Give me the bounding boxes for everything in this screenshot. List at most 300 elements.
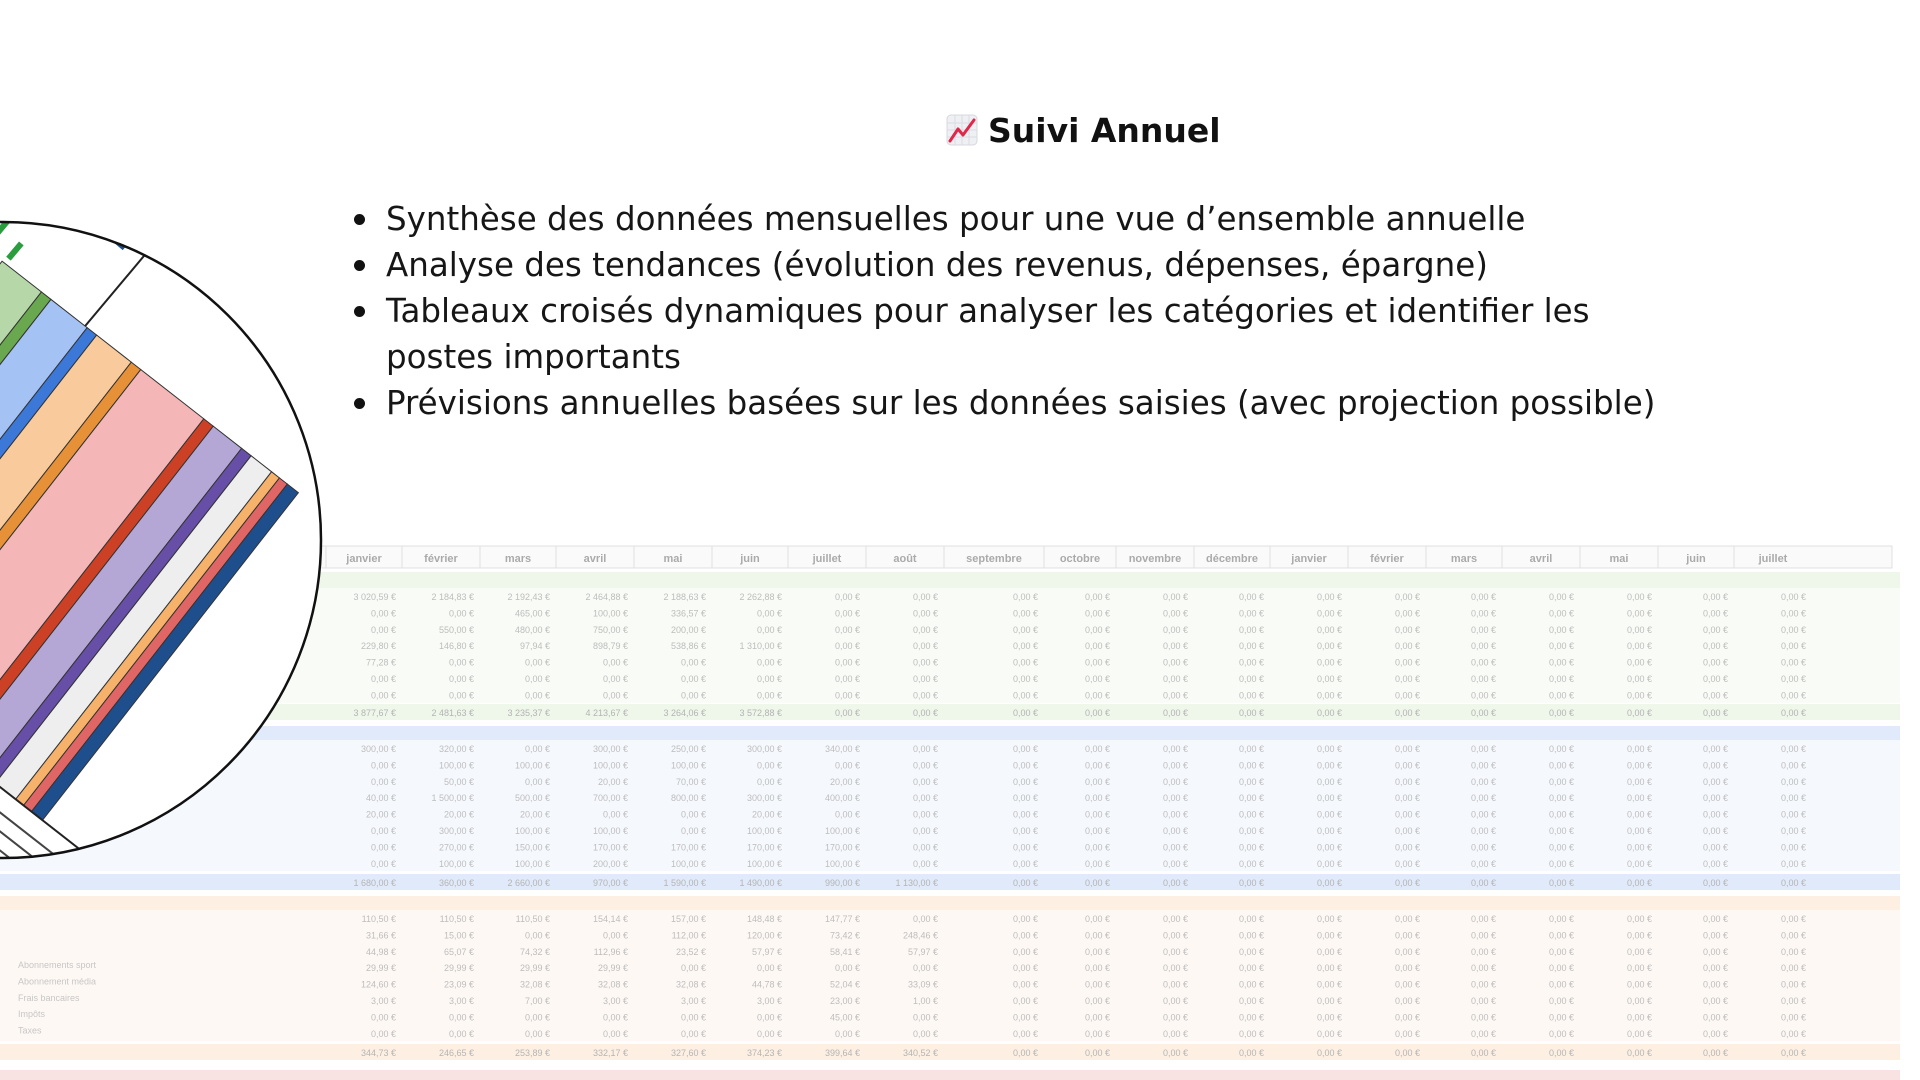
sheet-cell: 0,00 € <box>756 760 782 771</box>
sheet-cell: 0,00 € <box>1084 858 1110 869</box>
sheet-cell: 0,00 € <box>1470 776 1496 787</box>
sheet-cell: 320,00 € <box>438 744 474 754</box>
sheet-cell: 32,08 € <box>597 979 628 990</box>
sheet-cell: 0,00 € <box>1780 690 1806 701</box>
sheet-total-cell: 0,00 € <box>1238 878 1264 888</box>
sheet-cell: 100,00 € <box>824 858 860 869</box>
sheet-cell: 0,00 € <box>1238 624 1264 635</box>
sheet-total-cell: 0,00 € <box>1548 708 1574 718</box>
sheet-cell: 0,00 € <box>1470 641 1496 652</box>
sheet-cell: 110,50 € <box>361 914 396 924</box>
sheet-cell: 0,00 € <box>1702 930 1728 941</box>
sheet-month-header: novembre <box>1128 553 1182 565</box>
sheet-cell: 0,00 € <box>1626 979 1652 990</box>
sheet-total-cell: 0,00 € <box>1626 878 1652 888</box>
sheet-cell: 0,00 € <box>1238 690 1264 701</box>
sheet-cell: 100,00 € <box>438 858 474 869</box>
sheet-cell: 0,00 € <box>1702 608 1728 619</box>
sheet-total-cell: 360,00 € <box>438 878 474 888</box>
sheet-cell: 0,00 € <box>912 657 938 668</box>
sheet-cell: 0,00 € <box>1316 809 1342 820</box>
sheet-month-header: juillet <box>1758 553 1788 565</box>
sheet-total-cell: 0,00 € <box>1162 878 1188 888</box>
sheet-cell: 0,00 € <box>756 776 782 787</box>
sheet-cell: 0,00 € <box>1394 826 1420 836</box>
sheet-cell: 32,08 € <box>519 979 550 990</box>
sheet-cell: 0,00 € <box>1316 842 1342 853</box>
sheet-cell: 0,00 € <box>1084 760 1110 771</box>
sheet-cell: 0,00 € <box>1012 624 1038 635</box>
sheet-cell: 0,00 € <box>1470 930 1496 941</box>
sheet-cell: 0,00 € <box>1702 624 1728 635</box>
sheet-month-header: mars <box>504 553 532 565</box>
sheet-cell: 73,42 € <box>829 930 860 941</box>
sheet-cell: 0,00 € <box>680 809 706 820</box>
sheet-cell: 0,00 € <box>1702 744 1728 754</box>
sheet-total-cell: 0,00 € <box>1238 708 1264 718</box>
sheet-cell: 0,00 € <box>1548 809 1574 820</box>
sheet-cell: 0,00 € <box>448 690 474 701</box>
sheet-cell: 1 500,00 € <box>431 793 474 804</box>
sheet-cell: 0,00 € <box>1084 592 1110 602</box>
sheet-cell: 0,00 € <box>1394 946 1420 957</box>
sheet-cell: 3,00 € <box>370 996 396 1006</box>
sheet-cell: 250,00 € <box>670 744 706 754</box>
sheet-total-cell: 0,00 € <box>1470 878 1496 888</box>
sheet-cell: 0,00 € <box>1012 641 1038 652</box>
sheet-cell: 0,00 € <box>1470 760 1496 771</box>
sheet-month-header: octobre <box>1059 553 1101 565</box>
spreadsheet-preview <box>18 536 1892 1080</box>
sheet-cell: 0,00 € <box>1238 826 1264 836</box>
sheet-cell: 0,00 € <box>1394 842 1420 853</box>
sheet-cell: 0,00 € <box>1548 641 1574 652</box>
sheet-cell: 0,00 € <box>1394 674 1420 684</box>
sheet-cell: 33,09 € <box>907 979 938 990</box>
sheet-cell: 0,00 € <box>1084 624 1110 635</box>
sheet-cell: 0,00 € <box>1012 826 1038 836</box>
sheet-cell: 0,00 € <box>1238 946 1264 957</box>
sheet-cell: 74,32 € <box>519 946 550 957</box>
sheet-cell: 0,00 € <box>1702 809 1728 820</box>
sheet-cell: 0,00 € <box>370 776 396 787</box>
sheet-month-header: février <box>1370 553 1404 565</box>
sheet-cell: 0,00 € <box>1162 793 1188 804</box>
sheet-cell: 0,00 € <box>834 624 860 635</box>
sheet-cell: 898,79 € <box>592 641 628 652</box>
sheet-cell: 0,00 € <box>1162 760 1188 771</box>
sheet-cell: 0,00 € <box>1548 1012 1574 1023</box>
sheet-cell: 3,00 € <box>680 996 706 1006</box>
sheet-cell: 0,00 € <box>1012 996 1038 1006</box>
sheet-total-cell: 0,00 € <box>1394 1048 1420 1058</box>
sheet-cell: 110,50 € <box>439 914 474 924</box>
sheet-total-cell: 344,73 € <box>360 1048 396 1058</box>
sheet-cell: 0,00 € <box>1626 842 1652 853</box>
sheet-cell: 300,00 € <box>438 826 474 836</box>
sheet-cell: 0,00 € <box>524 690 550 701</box>
sheet-cell: 248,46 € <box>902 930 938 941</box>
sheet-cell: 0,00 € <box>1012 674 1038 684</box>
sheet-cell: 0,00 € <box>1162 842 1188 853</box>
sheet-cell: 0,00 € <box>1702 690 1728 701</box>
sheet-cell: 0,00 € <box>1702 592 1728 602</box>
sheet-cell: 0,00 € <box>1162 979 1188 990</box>
sheet-cell: 0,00 € <box>834 608 860 619</box>
sheet-cell: 0,00 € <box>1780 744 1806 754</box>
sheet-cell: 0,00 € <box>1084 1028 1110 1039</box>
sheet-cell: 0,00 € <box>1470 624 1496 635</box>
sheet-cell: 0,00 € <box>1702 776 1728 787</box>
sheet-cell: 0,00 € <box>1702 674 1728 684</box>
sheet-cell: 0,00 € <box>1548 858 1574 869</box>
sheet-cell: 0,00 € <box>912 842 938 853</box>
sheet-cell: 0,00 € <box>448 608 474 619</box>
sheet-cell: 500,00 € <box>514 793 550 804</box>
sheet-total-cell: 0,00 € <box>1470 708 1496 718</box>
sheet-cell: 0,00 € <box>370 1012 396 1023</box>
sheet-cell: 0,00 € <box>1394 1028 1420 1039</box>
sheet-cell: 0,00 € <box>1780 946 1806 957</box>
sheet-cell: 0,00 € <box>524 930 550 941</box>
sheet-cell: 0,00 € <box>1238 744 1264 754</box>
sheet-cell: 0,00 € <box>1238 776 1264 787</box>
sheet-total-cell: 990,00 € <box>824 878 860 888</box>
sheet-cell: 170,00 € <box>670 842 706 853</box>
sheet-cell: 0,00 € <box>1470 996 1496 1006</box>
sheet-cell: 0,00 € <box>1394 690 1420 701</box>
sheet-cell: 0,00 € <box>1012 1012 1038 1023</box>
sheet-total-cell: 0,00 € <box>1702 708 1728 718</box>
sheet-cell: 147,77 € <box>824 914 860 924</box>
sheet-cell: 150,00 € <box>514 842 550 853</box>
sheet-cell: 0,00 € <box>370 1028 396 1039</box>
sheet-cell: 0,00 € <box>448 674 474 684</box>
sheet-cell: 0,00 € <box>1238 641 1264 652</box>
slide-title-text: Suivi Annuel <box>988 110 1221 150</box>
sheet-total-cell: 0,00 € <box>1470 1048 1496 1058</box>
sheet-cell: 0,00 € <box>1316 996 1342 1006</box>
sheet-cell: 0,00 € <box>1084 1012 1110 1023</box>
sheet-cell: 0,00 € <box>524 1012 550 1023</box>
sheet-cell: 100,00 € <box>514 826 550 836</box>
sheet-cell: 0,00 € <box>1394 930 1420 941</box>
sheet-cell: 0,00 € <box>1162 744 1188 754</box>
sheet-cell: 20,00 € <box>443 809 474 820</box>
sheet-cell: 0,00 € <box>1394 592 1420 602</box>
sheet-cell: 0,00 € <box>834 809 860 820</box>
sheet-cell: 0,00 € <box>602 809 628 820</box>
sheet-cell: 0,00 € <box>756 657 782 668</box>
sheet-cell: 0,00 € <box>680 1028 706 1039</box>
sheet-cell: 0,00 € <box>1084 641 1110 652</box>
sheet-cell: 0,00 € <box>1548 842 1574 853</box>
sheet-cell: 170,00 € <box>746 842 782 853</box>
sheet-total-cell: 0,00 € <box>1626 708 1652 718</box>
sheet-cell: 0,00 € <box>1238 809 1264 820</box>
sheet-cell: 0,00 € <box>1548 979 1574 990</box>
sheet-month-header: juin <box>1686 553 1706 565</box>
sheet-cell: 0,00 € <box>912 674 938 684</box>
sheet-cell: 31,66 € <box>365 930 396 941</box>
sheet-cell: 0,00 € <box>912 760 938 771</box>
sheet-cell: 0,00 € <box>370 624 396 635</box>
sheet-cell: 0,00 € <box>1470 914 1496 924</box>
feature-list <box>352 196 1692 426</box>
sheet-cell: 700,00 € <box>592 793 628 804</box>
sheet-cell: 0,00 € <box>756 624 782 635</box>
sheet-cell: 0,00 € <box>756 608 782 619</box>
sheet-cell: 300,00 € <box>746 793 782 804</box>
sheet-cell: 0,00 € <box>1394 979 1420 990</box>
sheet-cell: 0,00 € <box>912 1012 938 1023</box>
sheet-cell: 0,00 € <box>1780 793 1806 804</box>
sheet-cell: 0,00 € <box>1780 809 1806 820</box>
sheet-cell: 0,00 € <box>834 963 860 974</box>
sheet-row-label: Frais bancaires <box>18 992 80 1003</box>
sheet-cell: 0,00 € <box>1470 963 1496 974</box>
sheet-total-cell: 1 490,00 € <box>739 878 782 888</box>
sheet-cell: 58,41 € <box>829 946 860 957</box>
sheet-cell: 0,00 € <box>602 930 628 941</box>
sheet-cell: 0,00 € <box>1316 674 1342 684</box>
sheet-cell: 20,00 € <box>751 809 782 820</box>
sheet-cell: 0,00 € <box>370 858 396 869</box>
sheet-cell: 0,00 € <box>1702 914 1728 924</box>
sheet-cell: 0,00 € <box>1780 641 1806 652</box>
sheet-cell: 0,00 € <box>1548 690 1574 701</box>
sheet-cell: 0,00 € <box>1012 690 1038 701</box>
sheet-cell: 0,00 € <box>1012 963 1038 974</box>
sheet-cell: 0,00 € <box>1548 657 1574 668</box>
sheet-cell: 0,00 € <box>1702 657 1728 668</box>
sheet-cell: 0,00 € <box>1162 776 1188 787</box>
sheet-cell: 3,00 € <box>602 996 628 1006</box>
sheet-cell: 0,00 € <box>1626 592 1652 602</box>
sheet-cell: 3,00 € <box>756 996 782 1006</box>
sheet-cell: 100,00 € <box>592 760 628 771</box>
sheet-cell: 44,78 € <box>751 979 782 990</box>
sheet-cell: 0,00 € <box>680 690 706 701</box>
sheet-cell: 100,00 € <box>592 608 628 619</box>
sheet-cell: 7,00 € <box>524 996 550 1006</box>
sheet-cell: 0,00 € <box>1238 858 1264 869</box>
sheet-cell: 0,00 € <box>1702 979 1728 990</box>
sheet-cell: 0,00 € <box>1316 826 1342 836</box>
sheet-cell: 0,00 € <box>1084 809 1110 820</box>
sheet-cell: 0,00 € <box>1238 608 1264 619</box>
sheet-total-cell: 0,00 € <box>834 708 860 718</box>
sheet-cell: 0,00 € <box>1238 914 1264 924</box>
sheet-cell: 0,00 € <box>1394 809 1420 820</box>
sheet-total-cell: 0,00 € <box>912 708 938 718</box>
sheet-cell: 157,00 € <box>670 914 706 924</box>
sheet-cell: 0,00 € <box>912 624 938 635</box>
sheet-cell: 0,00 € <box>1316 592 1342 602</box>
sheet-cell: 0,00 € <box>1316 930 1342 941</box>
sheet-cell: 0,00 € <box>1316 1028 1342 1039</box>
sheet-cell: 0,00 € <box>602 674 628 684</box>
sheet-cell: 0,00 € <box>912 963 938 974</box>
sheet-cell: 170,00 € <box>824 842 860 853</box>
sheet-cell: 0,00 € <box>912 690 938 701</box>
sheet-cell: 0,00 € <box>1702 996 1728 1006</box>
sheet-cell: 0,00 € <box>1162 946 1188 957</box>
sheet-cell: 0,00 € <box>524 1028 550 1039</box>
sheet-cell: 0,00 € <box>1012 793 1038 804</box>
sheet-cell: 0,00 € <box>1162 858 1188 869</box>
sheet-cell: 20,00 € <box>365 809 396 820</box>
sheet-cell: 0,00 € <box>1084 842 1110 853</box>
sheet-cell: 270,00 € <box>438 842 474 853</box>
sheet-total-cell: 374,23 € <box>746 1048 782 1058</box>
sheet-cell: 0,00 € <box>1084 690 1110 701</box>
sheet-cell: 0,00 € <box>1780 842 1806 853</box>
sheet-cell: 0,00 € <box>1316 946 1342 957</box>
sheet-month-header: avril <box>583 553 607 565</box>
sheet-cell: 0,00 € <box>1702 1028 1728 1039</box>
sheet-cell: 0,00 € <box>1394 858 1420 869</box>
sheet-total-cell: 253,89 € <box>514 1048 550 1058</box>
sheet-cell: 0,00 € <box>1548 1028 1574 1039</box>
sheet-cell: 0,00 € <box>1012 760 1038 771</box>
sheet-cell: 480,00 € <box>514 624 550 635</box>
sheet-cell: 0,00 € <box>448 657 474 668</box>
sheet-cell: 23,00 € <box>829 996 860 1006</box>
sheet-cell: 300,00 € <box>592 744 628 754</box>
sheet-cell: 0,00 € <box>1162 674 1188 684</box>
sheet-cell: 300,00 € <box>746 744 782 754</box>
sheet-cell: 0,00 € <box>1780 930 1806 941</box>
sheet-cell: 110,50 € <box>515 914 550 924</box>
sheet-cell: 0,00 € <box>1162 809 1188 820</box>
sheet-cell: 200,00 € <box>592 858 628 869</box>
sheet-cell: 0,00 € <box>1238 793 1264 804</box>
sheet-cell: 100,00 € <box>670 858 706 869</box>
sheet-cell: 0,00 € <box>834 690 860 701</box>
sheet-cell: 0,00 € <box>1702 858 1728 869</box>
sheet-total-cell: 1 130,00 € <box>895 878 938 888</box>
sheet-cell: 120,00 € <box>746 930 782 941</box>
sheet-cell: 0,00 € <box>1084 657 1110 668</box>
sheet-cell: 0,00 € <box>1316 776 1342 787</box>
sheet-cell: 0,00 € <box>756 674 782 684</box>
sheet-cell: 0,00 € <box>1012 914 1038 924</box>
sheet-cell: 0,00 € <box>1702 946 1728 957</box>
sheet-cell: 32,08 € <box>675 979 706 990</box>
sheet-total-cell: 2 660,00 € <box>507 878 550 888</box>
sheet-cell: 0,00 € <box>1548 963 1574 974</box>
sheet-cell: 20,00 € <box>829 776 860 787</box>
sheet-cell: 300,00 € <box>360 744 396 754</box>
sheet-cell: 0,00 € <box>1084 608 1110 619</box>
sheet-cell: 0,00 € <box>756 963 782 974</box>
sheet-cell: 0,00 € <box>912 858 938 869</box>
sheet-cell: 0,00 € <box>1394 996 1420 1006</box>
sheet-month-header: mars <box>1450 553 1478 565</box>
sheet-cell: 0,00 € <box>1780 624 1806 635</box>
sheet-cell: 0,00 € <box>1780 963 1806 974</box>
sheet-cell: 2 262,88 € <box>739 592 782 602</box>
sheet-cell: 100,00 € <box>670 760 706 771</box>
sheet-month-header: janvier <box>1291 553 1327 565</box>
sheet-cell: 0,00 € <box>1238 657 1264 668</box>
sheet-cell: 112,96 € <box>593 946 628 957</box>
sheet-cell: 3 020,59 € <box>353 592 396 602</box>
sheet-cell: 0,00 € <box>1162 1028 1188 1039</box>
sheet-cell: 0,00 € <box>1470 690 1496 701</box>
list-item: Prévisions annuelles basées sur les données saisies (avec projection possible) <box>352 380 1692 426</box>
spreadsheet-collage <box>0 100 322 980</box>
sheet-cell: 0,00 € <box>1470 979 1496 990</box>
sheet-total-cell: 4 213,67 € <box>585 708 628 718</box>
sheet-cell: 0,00 € <box>1162 608 1188 619</box>
sheet-cell: 0,00 € <box>1316 624 1342 635</box>
sheet-total-cell: 0,00 € <box>1702 878 1728 888</box>
sheet-cell: 0,00 € <box>1238 674 1264 684</box>
sheet-cell: 0,00 € <box>1012 946 1038 957</box>
sheet-total-cell: 3 235,37 € <box>507 708 550 718</box>
sheet-cell: 0,00 € <box>1780 592 1806 602</box>
sheet-cell: 0,00 € <box>1316 963 1342 974</box>
sheet-cell: 29,99 € <box>519 963 550 974</box>
sheet-cell: 0,00 € <box>524 776 550 787</box>
sheet-cell: 20,00 € <box>519 809 550 820</box>
sheet-cell: 0,00 € <box>1162 914 1188 924</box>
sheet-total-cell: 1 680,00 € <box>353 878 396 888</box>
sheet-cell: 0,00 € <box>756 690 782 701</box>
sheet-cell: 0,00 € <box>756 1012 782 1023</box>
sheet-total-cell: 0,00 € <box>1780 1048 1806 1058</box>
sheet-cell: 40,00 € <box>365 793 396 804</box>
sheet-cell: 0,00 € <box>1548 793 1574 804</box>
sheet-cell: 0,00 € <box>1238 963 1264 974</box>
sheet-cell: 0,00 € <box>370 842 396 853</box>
sheet-total-cell: 0,00 € <box>1626 1048 1652 1058</box>
sheet-total-cell: 0,00 € <box>1548 878 1574 888</box>
sheet-cell: 45,00 € <box>829 1012 860 1023</box>
sheet-cell: 0,00 € <box>1548 946 1574 957</box>
sheet-month-header: avril <box>1529 553 1553 565</box>
sheet-cell: 0,00 € <box>1626 826 1652 836</box>
sheet-cell: 0,00 € <box>1470 809 1496 820</box>
sheet-cell: 0,00 € <box>1012 776 1038 787</box>
sheet-cell: 336,57 € <box>670 608 706 619</box>
sheet-cell: 0,00 € <box>1084 826 1110 836</box>
sheet-cell: 0,00 € <box>1702 641 1728 652</box>
sheet-cell: 400,00 € <box>824 793 860 804</box>
sheet-cell: 0,00 € <box>1780 996 1806 1006</box>
sheet-cell: 0,00 € <box>1316 858 1342 869</box>
sheet-cell: 0,00 € <box>1238 842 1264 853</box>
sheet-row-label: Impôts <box>18 1009 46 1020</box>
sheet-cell: 0,00 € <box>1162 996 1188 1006</box>
sheet-cell: 0,00 € <box>1702 793 1728 804</box>
sheet-cell: 0,00 € <box>1626 624 1652 635</box>
sheet-cell: 0,00 € <box>680 657 706 668</box>
sheet-total-cell: 970,00 € <box>592 878 628 888</box>
sheet-cell: 0,00 € <box>448 1028 474 1039</box>
sheet-cell: 0,00 € <box>1626 641 1652 652</box>
sheet-cell: 229,80 € <box>360 641 396 652</box>
sheet-cell: 0,00 € <box>1470 858 1496 869</box>
sheet-cell: 0,00 € <box>1626 809 1652 820</box>
sheet-cell: 0,00 € <box>1394 744 1420 754</box>
sheet-row-label: Taxes <box>18 1025 42 1036</box>
sheet-month-header: août <box>893 553 917 565</box>
sheet-cell: 0,00 € <box>1012 842 1038 853</box>
sheet-cell: 0,00 € <box>834 1028 860 1039</box>
